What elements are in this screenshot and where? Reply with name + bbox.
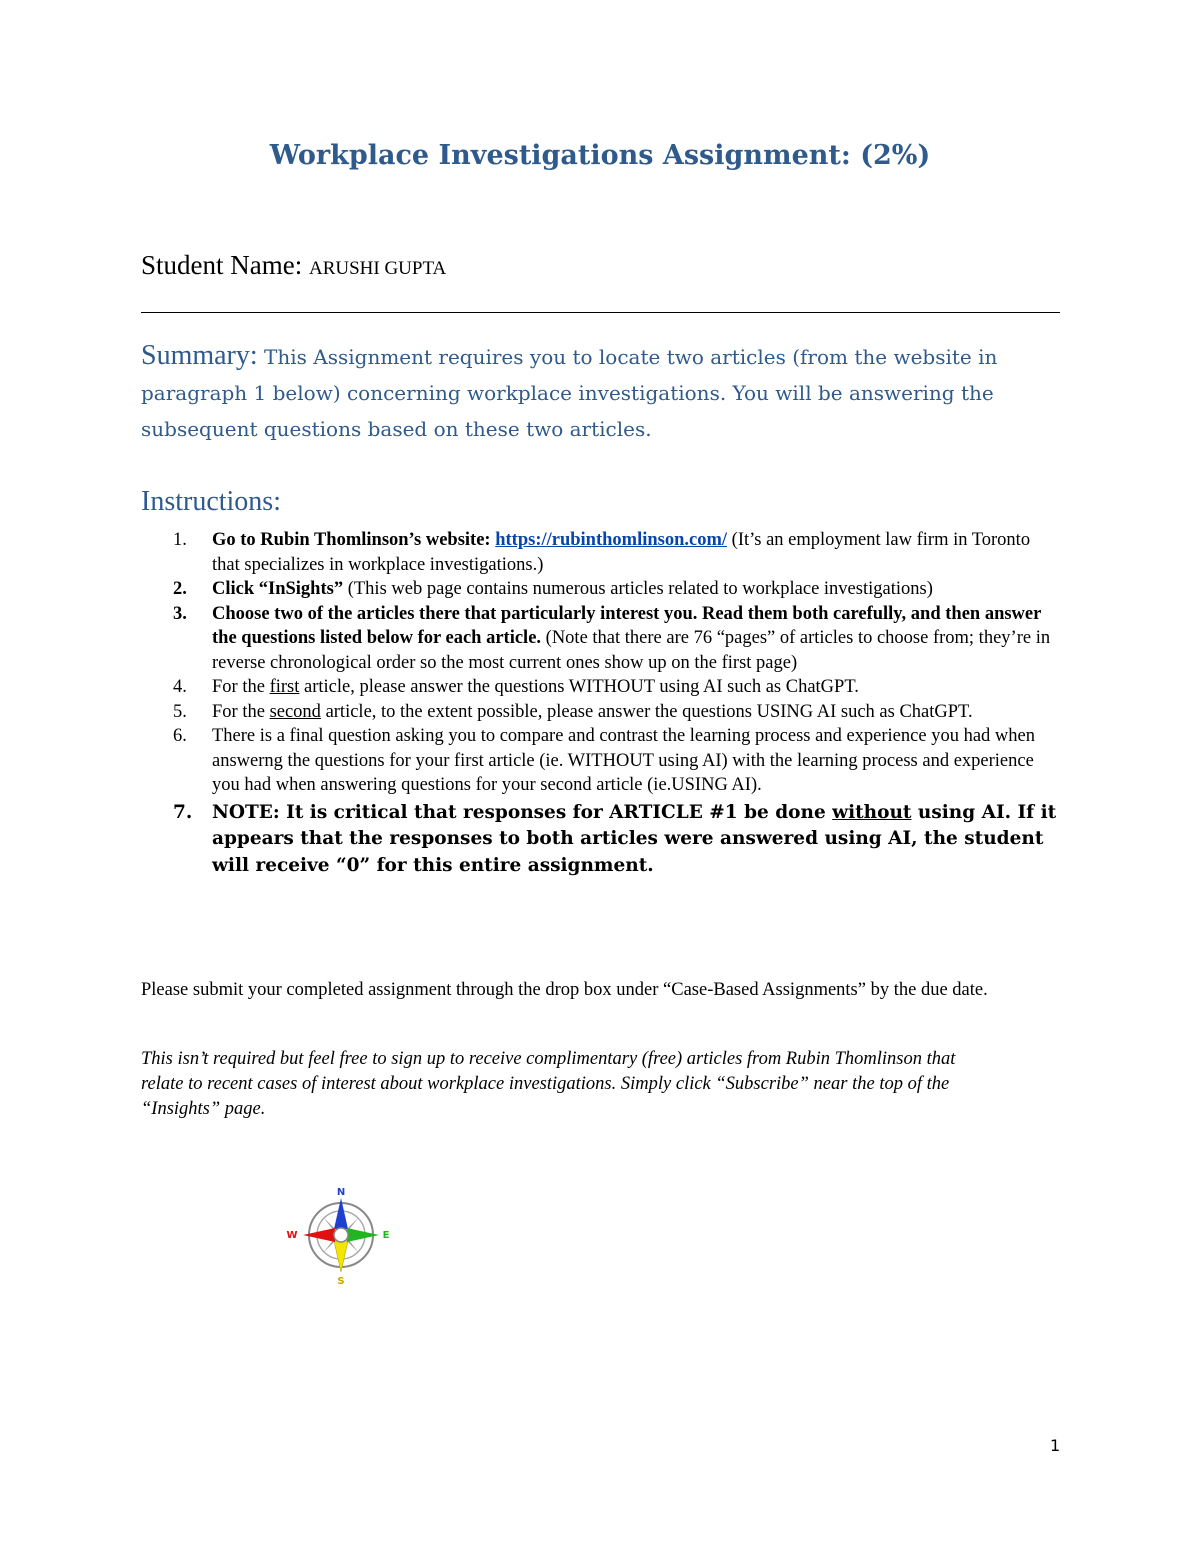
list-item-text: (It’s an employment law firm in Toronto that specializes in workplace investigations.) [212,530,1031,575]
instructions-heading: Instructions: [141,486,281,517]
instructions-list [141,528,1061,879]
page-title: Workplace Investigations Assignment: (2%) [269,140,931,171]
list-item-pre: NOTE: It is critical that responses for ARTICLE #1 be done [212,801,833,823]
page-number: 1 [1050,1436,1061,1455]
compass-w-label: W [286,1230,298,1241]
list-item-underline: second [269,701,321,722]
student-name-label: Student Name: [141,250,303,280]
list-item [141,675,1061,700]
list-item-text: using AI. If it appears that the responses to both articles were answered using AI, the student will receive “0” for this entire assignment. [212,801,1057,876]
list-item-pre: For the [212,701,270,722]
compass-s-label: S [337,1276,345,1286]
list-item [141,700,1061,725]
list-item-underline: first [269,677,300,697]
list-item-text: (Note that there are 76 “pages” of articles to choose from; they’re in reverse chronological order so the most current ones show up on the first page) [212,628,1051,673]
list-number: 6. [173,726,187,746]
list-item-bold: Choose two of the articles there that particularly interest you. Read them both carefully, and then answer the questions listed below for each article. [212,603,1042,648]
list-number: 7. [173,801,193,823]
website-link[interactable]: https://rubinthomlinson.com/ [495,530,728,550]
list-item [141,577,1061,602]
student-name-row [141,250,446,281]
summary-paragraph [141,338,1071,447]
compass-e-label: E [382,1230,390,1241]
subscribe-note: This isn’t required but feel free to sign up to receive complimentary (free) articles from Rubin Thomlinson that relate to recent cases of interest about workplace investigations. Simply click “Subscribe” near the top of the “Insights” page. [141,1049,956,1119]
list-item-text: article, to the extent possible, please answer the questions USING AI such as ChatGPT. [320,701,973,722]
submit-paragraph: Please submit your completed assignment through the drop box under “Case-Based Assignments” by the due date. [141,980,988,1000]
compass-center [334,1228,348,1242]
list-number: 4. [173,677,187,697]
compass-rose-icon [283,1186,393,1286]
list-number: 3. [173,603,187,624]
divider [141,312,1060,313]
list-item-bold: Click “InSights” [212,579,344,599]
list-item [141,724,1061,798]
list-item-text: (This web page contains numerous articles related to workplace investigations) [343,579,933,599]
compass-west-arrow [303,1228,335,1242]
list-item-underline: without [832,801,912,823]
list-item-text: article, please answer the questions WITHOUT using AI such as ChatGPT. [299,677,859,697]
list-item-pre: For the [212,677,270,697]
list-item [141,528,1061,577]
summary-heading: Summary: [141,340,258,371]
list-item [141,602,1061,676]
list-number: 5. [173,701,187,722]
compass-n-label: N [336,1187,346,1198]
list-item-text: There is a final question asking you to compare and contrast the learning process and experience you had when answerng the questions for your first article (ie. WITHOUT using AI) with the learning process and experience you had when answering questions for your second article (ie.USING AI). [212,726,1035,795]
student-name-value: ARUSHI GUPTA [308,258,447,279]
compass-east-arrow [347,1228,379,1242]
list-item-note [141,800,1061,880]
list-number: 1. [173,530,187,550]
list-number: 2. [173,579,187,599]
list-item-bold: Go to Rubin Thomlinson’s website: [212,530,496,550]
summary-text: This Assignment requires you to locate two articles (from the website in paragraph 1 below) concerning workplace investigations. You will be answering the subsequent questions based on these two articles. [141,345,998,441]
